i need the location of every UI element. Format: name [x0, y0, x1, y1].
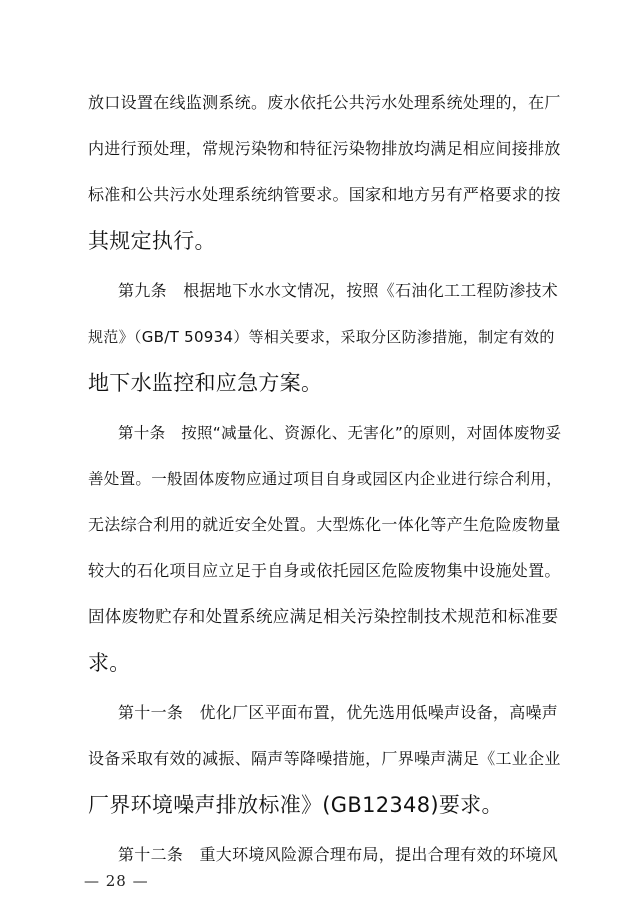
article-10-heading-line: 第十条 按照“减量化、资源化、无害化”的原则，对固体废物妥	[118, 424, 562, 442]
text-line: 标准和公共污水处理系统纳管要求。国家和地方另有严格要求的按	[88, 185, 561, 204]
article-11-heading-line: 第十一条 优化厂区平面布置，优先选用低噪声设备，高噪声	[118, 703, 559, 722]
text-line: 较大的石化项目应立足于自身或依托园区危险废物集中设施处置。	[88, 561, 561, 580]
article-12-heading-line: 第十二条 重大环境风险源合理布局，提出合理有效的环境风	[118, 845, 559, 864]
text-line: 无法综合利用的就近安全处置。大型炼化一体化等产生危险废物量	[88, 515, 561, 534]
article-9-heading-line: 第九条 根据地下水水文情况，按照《石油化工工程防渗技术	[118, 281, 559, 300]
text-line: 厂界环境噪声排放标准》(GB12348)要求。	[88, 793, 503, 817]
text-line: 地下水监控和应急方案。	[88, 371, 323, 395]
page-number: — 28 —	[84, 872, 149, 890]
text-line: 设备采取有效的减振、隔声等降噪措施，厂界噪声满足《工业企业	[88, 749, 561, 768]
text-line: 其规定执行。	[88, 229, 216, 253]
text-line: 善处置。一般固体废物应通过项目自身或园区内企业进行综合利用，	[88, 470, 563, 488]
text-line: 放口设置在线监测系统。废水依托公共污水处理系统处理的，在厂	[88, 93, 561, 112]
text-line: 固体废物贮存和处置系统应满足相关污染控制技术规范和标准要	[88, 607, 559, 626]
text-line: 求。	[88, 651, 131, 675]
text-line: 规范》（GB/T 50934）等相关要求，采取分区防渗措施，制定有效的	[88, 328, 555, 346]
text-line: 内进行预处理，常规污染物和特征污染物排放均满足相应间接排放	[88, 139, 561, 158]
